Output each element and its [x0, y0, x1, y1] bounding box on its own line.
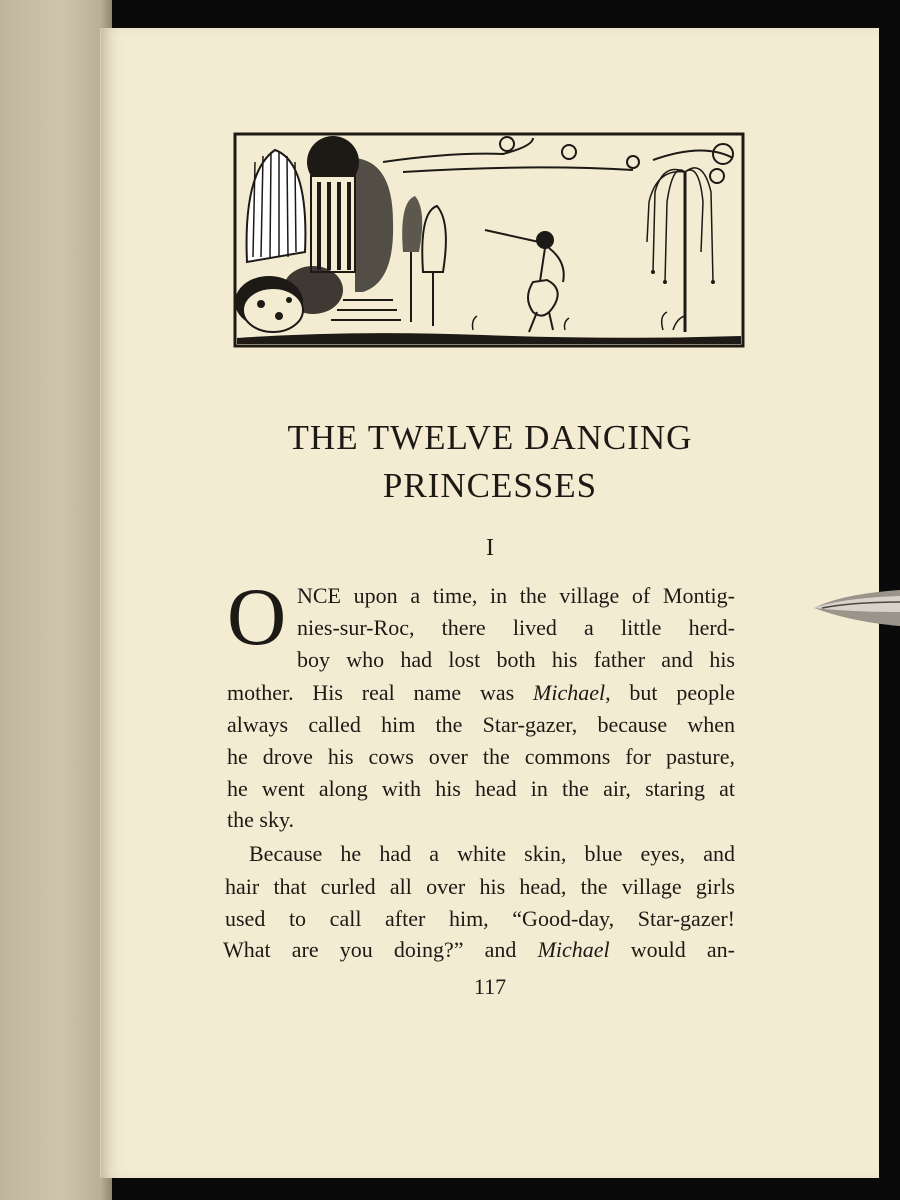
paragraph-1-line-5: always called him the Star-gazer, because when — [227, 712, 735, 737]
story-title-line-1: THE TWELVE DANCING — [287, 418, 693, 457]
paragraph-1-line-1: NCE upon a time, in the village of Montig- — [297, 583, 735, 608]
chapter-number: I — [486, 535, 494, 561]
italic-name: Michael — [533, 680, 606, 705]
paragraph-2-line-1: Because he had a white skin, blue eyes, and — [249, 841, 735, 866]
story-title-line-2: PRINCESSES — [382, 466, 598, 505]
paragraph-1-line-8: the sky. — [227, 807, 295, 832]
pen-nib-icon — [812, 586, 900, 628]
paragraph-1-line-7: he went along with his head in the air, staring at — [227, 776, 735, 801]
facing-page-edge — [0, 0, 112, 1200]
page-number: 117 — [473, 974, 507, 999]
paragraph-1-line-6: he drove his cows over the commons for pasture, — [227, 744, 735, 769]
text-run: What are you doing?” and — [223, 937, 538, 962]
paragraph-2-line-2: hair that curled all over his head, the village girls — [225, 874, 735, 899]
paragraph-1-line-3: boy who had lost both his father and his — [297, 647, 735, 672]
paragraph-1-line-4 — [227, 682, 735, 704]
italic-name: Michael — [537, 937, 610, 962]
drop-cap: O — [227, 571, 287, 662]
text-run: mother. His real name was — [227, 680, 534, 705]
paragraph-2-line-4 — [223, 939, 735, 961]
headpiece-illustration — [233, 132, 745, 348]
paragraph-2-line-3: used to call after him, “Good-day, Star-gazer! — [225, 906, 735, 931]
paragraph-1-line-2: nies-sur-Roc, there lived a little herd- — [297, 615, 735, 640]
text-run: would an- — [609, 937, 736, 962]
text-run: , but people — [605, 680, 735, 705]
book-page — [100, 28, 879, 1178]
